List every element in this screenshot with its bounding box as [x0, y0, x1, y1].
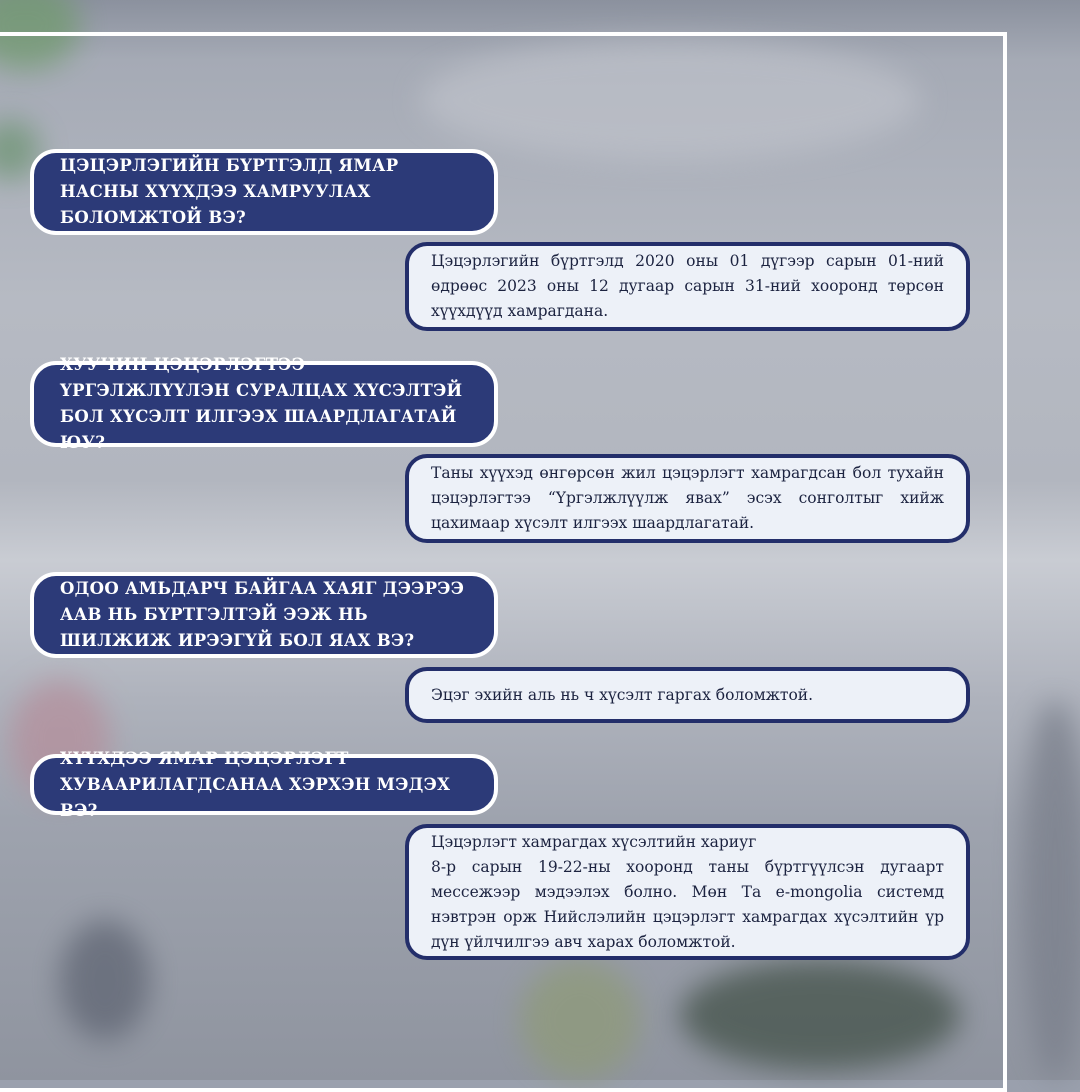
decor-blob-door [1020, 700, 1080, 1080]
answer-bubble-1 [405, 242, 970, 331]
answer-bubble-2 [405, 454, 970, 543]
question-text-2: ХУУЧИН ЦЭЦЭРЛЭГТЭЭ ҮРГЭЛЖЛҮҮЛЭН СУРАЛЦАХ ХҮСЭЛТЭЙ БОЛ ХҮСЭЛТ ИЛГЭЭХ ШААРДЛАГАТАЙ ЮУ? [60, 355, 463, 452]
question-text-3: ОДОО АМЬДАРЧ БАЙГАА ХАЯГ ДЭЭРЭЭ ААВ НЬ БҮРТГЭЛТЭЙ ЭЭЖ НЬ ШИЛЖИЖ ИРЭЭГҮЙ БОЛ ЯАХ ВЭ? [60, 579, 465, 650]
answer-text-1: Цэцэрлэгийн бүртгэлд 2020 оны 01 дүгээр сарын 01-ний өдрөөс 2023 оны 12 дугаар сарын 31-ний хооронд төрсөн хүүхдүүд хамрагдана. [431, 252, 944, 320]
answer-text-3: Эцэг эхийн аль нь ч хүсэлт гаргах боломжтой. [431, 685, 814, 704]
question-bubble-4 [30, 748, 498, 820]
answer-text-4: Цэцэрлэгт хамрагдах хүсэлтийн хариуг 8-р сарын 19-22-ны хооронд таны бүртгүүлсэн дугаарт мессежээр мэдээлэх болно. Мөн Та e-mongolia системд нэвтрэн орж Нийслэлийн цэцэрлэгт хамрагдах хүсэлтийн үр дүн үйлчилгээ авч харах боломжтой. [431, 832, 944, 951]
question-text-1: ЦЭЦЭРЛЭГИЙН БҮРТГЭЛД ЯМАР НАСНЫ ХҮҮХДЭЭ ХАМРУУЛАХ БОЛОМЖТОЙ ВЭ? [60, 156, 399, 227]
question-text-4: ХҮҮХДЭЭ ЯМАР ЦЭЦЭРЛЭГТ ХУВААРИЛАГДСАНАА ХЭРХЭН МЭДЭХ ВЭ? [60, 748, 451, 820]
question-bubble-2 [30, 355, 498, 452]
answer-bubble-4 [405, 824, 970, 960]
answer-text-2: Таны хүүхэд өнгөрсөн жил цэцэрлэгт хамрагдсан бол тухайн цэцэрлэгтээ “Үргэлжлүүлж явах” эсэх сонголтыг хийж цахимаар хүсэлт илгээх шаардлагатай. [431, 464, 944, 532]
question-bubble-3 [30, 572, 498, 658]
question-bubble-1 [30, 149, 498, 235]
answer-bubble-3 [405, 667, 970, 723]
